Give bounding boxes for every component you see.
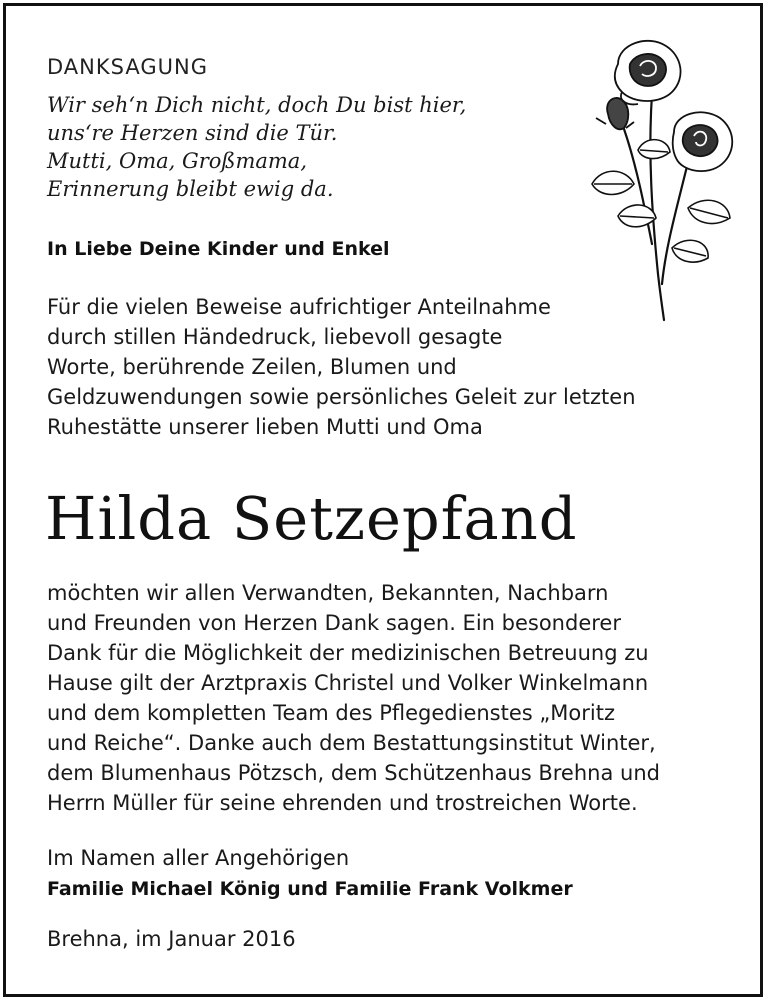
poem-line: Mutti, Oma, Großmama, [47, 149, 307, 173]
signature-children: In Liebe Deine Kinder und Enkel [47, 238, 390, 260]
intro-line: Für die vielen Beweise aufrichtiger Anteilnahme [47, 295, 551, 319]
intro-line: Ruhestätte unserer lieben Mutti und Oma [47, 415, 483, 439]
deceased-name: Hilda Setzepfand [45, 484, 578, 553]
thanks-line: und Freunden von Herzen Dank sagen. Ein besonderer [47, 611, 621, 635]
poem-line: Wir seh‘n Dich nicht, doch Du bist hier, [47, 93, 467, 117]
thanks-line: Dank für die Möglichkeit der medizinischen Betreuung zu [47, 641, 649, 665]
thanks-paragraph [47, 578, 660, 818]
place-date: Brehna, im Januar 2016 [47, 927, 296, 951]
intro-paragraph [47, 292, 636, 442]
poem-line: uns‘re Herzen sind die Tür. [47, 121, 338, 145]
thanks-line: dem Blumenhaus Pötzsch, dem Schützenhaus Brehna und [47, 761, 660, 785]
rose-icon [578, 34, 746, 324]
intro-line: Worte, berührende Zeilen, Blumen und [47, 355, 457, 379]
intro-line: Geldzuwendungen sowie persönliches Geleit zur letzten [47, 385, 636, 409]
notice-heading: DANKSAGUNG [47, 55, 208, 79]
thanks-line: und dem kompletten Team des Pflegedienstes „Moritz [47, 701, 615, 725]
relatives-line: Im Namen aller Angehörigen [47, 846, 350, 870]
thanks-line: möchten wir allen Verwandten, Bekannten, Nachbarn [47, 581, 609, 605]
family-signature: Familie Michael König und Familie Frank Volkmer [47, 878, 573, 900]
poem-line: Erinnerung bleibt ewig da. [47, 177, 334, 201]
intro-line: durch stillen Händedruck, liebevoll gesagte [47, 325, 503, 349]
death-notice-card [3, 3, 763, 997]
poem [47, 91, 466, 203]
thanks-line: Hause gilt der Arztpraxis Christel und Volker Winkelmann [47, 671, 649, 695]
thanks-line: und Reiche“. Danke auch dem Bestattungsinstitut Winter, [47, 731, 656, 755]
thanks-line: Herrn Müller für seine ehrenden und trostreichen Worte. [47, 791, 638, 815]
